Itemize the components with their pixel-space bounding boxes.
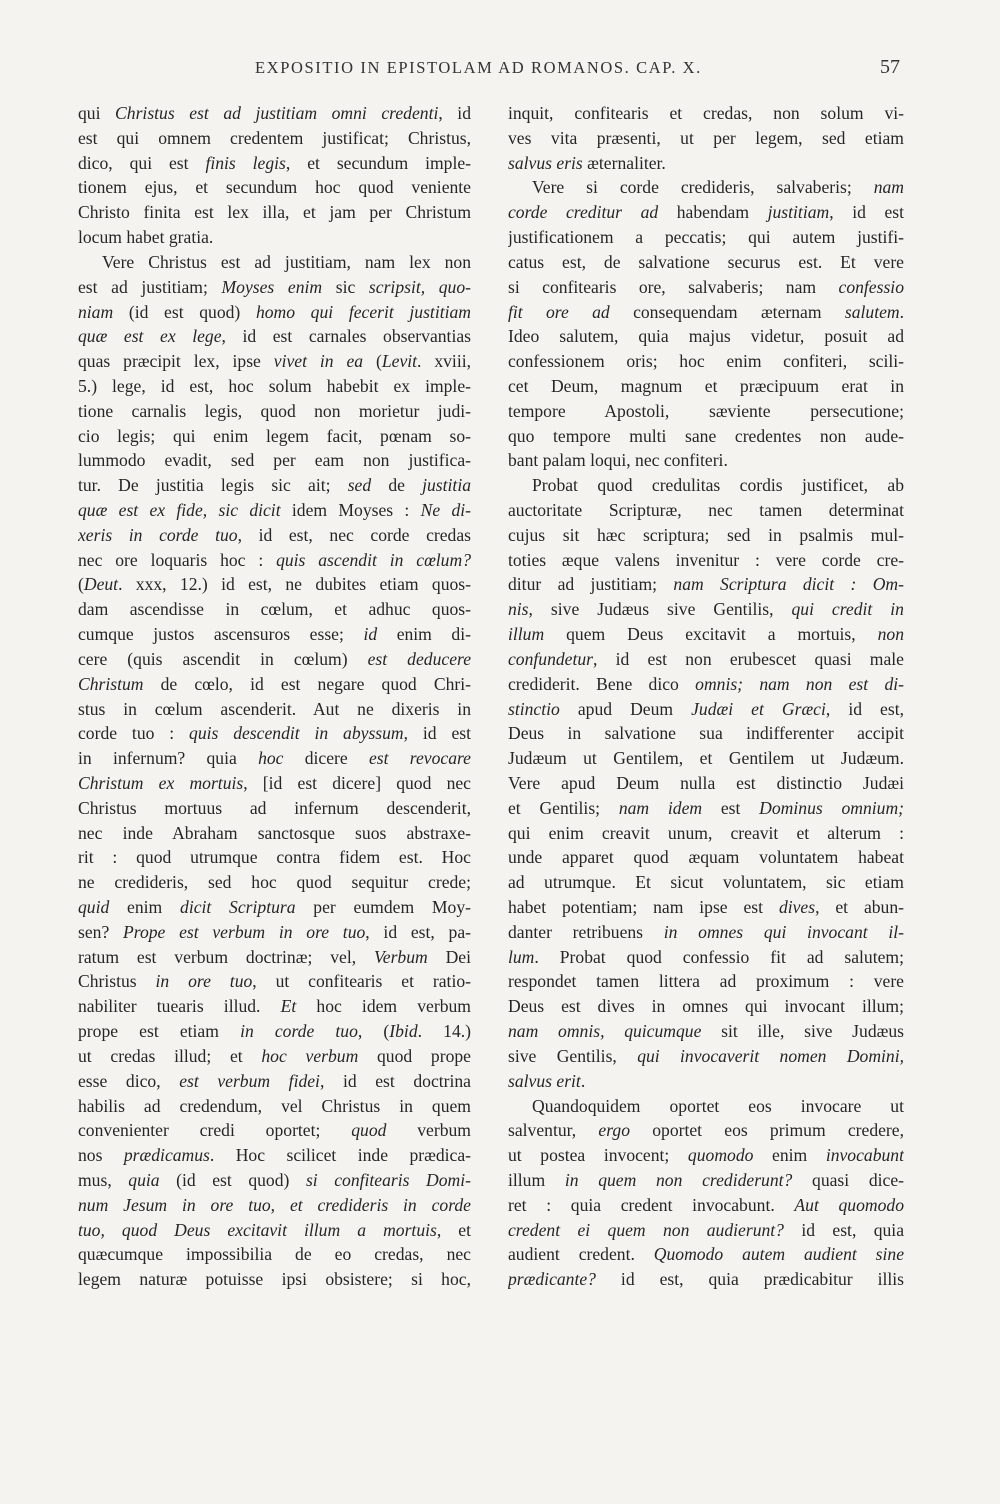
text-line: (Deut. xxx, 12.) id est, ne dubites etiam quos- [78,574,471,595]
text-line: catus est, de salvatione securus est. Et vere [508,251,904,272]
text-line: Vere Christus est ad justitiam, nam lex non [102,251,471,272]
text-line: corde creditur ad habendam justitiam, id est [508,202,904,223]
text-line: nos prædicamus. Hoc scilicet inde prædica- [78,1145,471,1166]
text-line: cere (quis ascendit in cœlum) est deducere [78,648,471,669]
text-line: auctoritate Scripturæ, nec tamen determinat [508,500,904,520]
text-line: illum in quem non crediderunt? quasi dice- [508,1169,904,1190]
text-line: confundetur, id est non erubescet quasi male [508,648,904,669]
text-line: toties æque valens invenitur : vere corde cre- [508,549,904,570]
text-line: mus, quia (id est quod) si confitearis Domi- [78,1169,471,1190]
text-line: sive Gentilis, qui invocaverit nomen Domini, [508,1045,904,1066]
text-line: ad utrumque. Et sicut voluntatem, sic etiam [508,872,904,893]
page-number: 57 [880,56,900,78]
text-line: quæ est ex lege, id est carnales observantias [78,326,471,347]
text-line: tur. De justitia legis sic ait; sed de justitia [78,475,471,496]
text-line: illum quem Deus excitavit a mortuis, non [508,624,904,645]
text-line: credent ei quem non audierunt? id est, quia [508,1219,904,1240]
text-line: Quandoquidem oportet eos invocare ut [532,1095,904,1116]
text-line: Deus est dives in omnes qui invocant illum; [508,996,904,1017]
text-line: quid enim dicit Scriptura per eumdem Moy- [78,897,471,917]
text-line: sen? Prope est verbum in ore tuo, id est, pa- [78,921,471,942]
text-line: et Gentilis; nam idem est Dominus omnium; [508,797,904,818]
text-line: quæ est ex fide, sic dicit idem Moyses : Ne di- [78,500,471,520]
text-line: fit ore ad consequendam æternam salutem. [508,301,904,322]
text-line: convenienter credi oportet; quod verbum [78,1120,471,1141]
text-line: nec inde Abraham sanctosque suos abstraxe- [78,822,471,843]
text-line: corde tuo : quis descendit in abyssum, id est [78,723,471,744]
text-line: habet potentiam; nam ipse est dives, et abun- [508,897,904,917]
text-line: Vere si corde credideris, salvaberis; nam [532,177,904,198]
text-line: ret : quia credent invocabunt. Aut quomodo [508,1194,904,1215]
text-line: danter retribuens in omnes qui invocant il- [508,921,904,942]
text-line: dico, qui est finis legis, et secundum imple- [78,152,471,173]
text-line: nec ore loquaris hoc : quis ascendit in cœlum? [78,549,471,570]
text-line: si confitearis ore, salvaberis; nam confessio [508,276,904,297]
text-line: cujus sit hæc scriptura; sed in psalmis mul- [508,524,904,545]
text-line: crediderit. Bene dico omnis; nam non est di- [508,673,904,694]
text-line: justificationem a peccatis; qui autem justifi- [508,227,904,248]
text-line: stinctio apud Deum Judæi et Græci, id est, [508,698,904,719]
text-line: quo tempore multi sane credentes non aude- [508,425,904,446]
text-line: xeris in corde tuo, id est, nec corde credas [78,524,471,545]
text-line: lummodo evadit, sed per eam non justifica- [78,450,471,471]
text-line: Christum de cœlo, id est negare quod Chri- [78,673,471,694]
text-line: confessionem oris; hoc enim confiteri, scili- [508,351,904,372]
text-line: Judæum ut Gentilem, et Gentilem ut Judæum. [508,748,904,769]
text-line: cet Deum, magnum et præcipuum erat in [508,375,904,396]
text-line: quas præcipit lex, ipse vivet in ea (Levit. xviii, [78,351,471,372]
text-line: legem naturæ potuisse ipsi obsistere; si hoc, [78,1269,471,1290]
text-line: salvus eris æternaliter. [508,152,666,173]
text-line: unde apparet quod æquam voluntatem habeat [508,847,904,868]
text-line: est qui omnem credentem justificat; Christus, [78,127,471,148]
text-line: salventur, ergo oportet eos primum credere, [508,1120,904,1141]
text-line: prædicante? id est, quia prædicabitur illis [508,1269,904,1290]
text-line: ditur ad justitiam; nam Scriptura dicit : Om- [508,574,904,595]
text-line: tione carnalis legis, quod non morietur judi- [78,400,471,421]
text-line: Christo finita est lex illa, et jam per Christum [78,202,471,223]
text-line: ut credas illud; et hoc verbum quod prope [78,1045,471,1066]
text-line: audient credent. Quomodo autem audient sine [508,1244,904,1265]
text-line: Christum ex mortuis, [id est dicere] quod nec [78,772,471,793]
text-line: Christus mortuus ad infernum descenderit, [78,797,471,818]
text-line: respondet tamen littera ad proximum : vere [508,971,904,992]
text-line: cumque justos ascensuros esse; id enim di- [78,624,471,645]
text-line: nabiliter tuearis illud. Et hoc idem verbum [78,996,471,1017]
text-line: ves vita præsenti, ut per legem, sed etiam [508,127,904,148]
text-line: ne credideris, sed hoc quod sequitur crede; [78,872,471,893]
text-line: cio legis; qui enim legem facit, pœnam so- [78,425,471,446]
text-line: qui Christus est ad justitiam omni credenti, id [78,103,471,123]
text-line: ut postea invocent; quomodo enim invocabunt [508,1145,904,1166]
text-line: Deus in salvatione sua indifferenter accipit [508,723,904,744]
text-line: nam omnis, quicumque sit ille, sive Judæus [508,1021,904,1042]
text-line: tempore Apostoli, sæviente persecutione; [508,400,904,421]
text-line: dam ascendisse in cœlum, et adhuc quos- [78,599,471,620]
text-line: stus in cœlum ascenderit. Aut ne dixeris in [78,698,471,719]
text-line: ratum est verbum doctrinæ; vel, Verbum Dei [78,946,471,967]
text-line: rit : quod utrumque contra fidem est. Hoc [78,847,471,868]
text-line: Ideo salutem, quia majus videtur, posuit ad [508,326,904,347]
text-line: esse dico, est verbum fidei, id est doctrina [78,1070,471,1091]
text-line: bant palam loqui, nec confiteri. [508,450,728,471]
text-line: quæcumque impossibilia de eo credas, nec [78,1244,471,1265]
text-line: nis, sive Judæus sive Gentilis, qui credit in [508,599,904,620]
text-line: qui enim creavit unum, creavit et alterum : [508,822,904,843]
text-line: niam (id est quod) homo qui fecerit justitiam [78,301,471,322]
text-line: Vere apud Deum nulla est distinctio Judæi [508,772,904,793]
text-line: habilis ad credendum, vel Christus in quem [78,1095,471,1116]
text-line: inquit, confitearis et credas, non solum vi- [508,103,904,123]
running-head: EXPOSITIO IN EPISTOLAM AD ROMANOS. CAP. X. [255,58,702,77]
text-line: tionem ejus, et secundum hoc quod veniente [78,177,471,198]
text-line: in infernum? quia hoc dicere est revocare [78,748,471,769]
right-column [508,101,904,1292]
text-line: num Jesum in ore tuo, et credideris in corde [78,1194,471,1215]
text-line: locum habet gratia. [78,227,214,248]
text-line: Christus in ore tuo, ut confitearis et ratio- [78,971,471,992]
text-line: lum. Probat quod confessio fit ad salutem; [508,946,904,967]
text-line: est ad justitiam; Moyses enim sic scripsit, quo- [78,276,471,297]
left-column [78,101,471,1292]
text-line: tuo, quod Deus excitavit illum a mortuis, et [78,1219,471,1240]
text-line: salvus erit. [508,1070,586,1091]
text-line: Probat quod credulitas cordis justificet, ab [532,475,904,496]
text-line: prope est etiam in corde tuo, (Ibid. 14.) [78,1021,471,1042]
text-line: 5.) lege, id est, hoc solum habebit ex imple- [78,375,471,396]
